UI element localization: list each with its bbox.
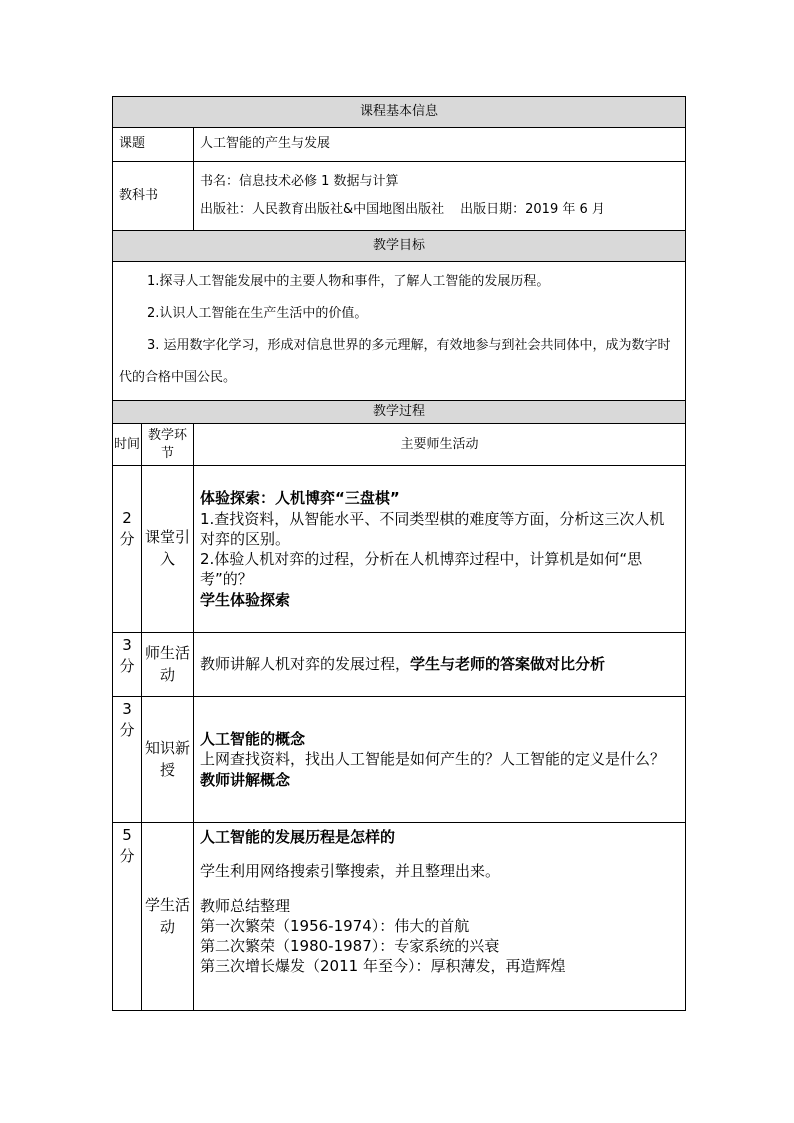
activity-title: 人工智能的发展历程是怎样的 — [200, 828, 396, 846]
basic-info-header: 课程基本信息 — [113, 97, 686, 128]
history-phase: 第一次繁荣（1956-1974）：伟大的首航 — [200, 916, 470, 935]
row-step: 知识新授 — [142, 697, 194, 823]
history-phase: 第二次繁荣（1980-1987）：专家系统的兴衰 — [200, 937, 500, 955]
objective-item: 2.认识人工智能在生产生活中的价值。 — [147, 306, 368, 321]
process-header: 教学过程 — [113, 401, 686, 424]
spacer — [200, 847, 679, 861]
activity-summary: 学生体验探索 — [200, 590, 291, 609]
col-header-step: 教学环节 — [142, 424, 194, 466]
activity-text: 教师讲解人机对弈的发展过程， — [200, 655, 411, 674]
activity-line: 上网查找资料，找出人工智能是如何产生的？人工智能的定义是什么？ — [200, 750, 666, 769]
activity-line: 学生利用网络搜索引擎搜索，并且整理出来。 — [200, 862, 501, 881]
activity-summary: 教师总结整理 — [200, 896, 291, 915]
textbook-info — [194, 162, 686, 231]
lesson-plan-document — [112, 96, 685, 1011]
book-name: 书名：信息技术必修 1 数据与计算 — [200, 174, 399, 189]
time-value: 2 分 — [119, 509, 135, 548]
row-time: 5 分 — [113, 823, 142, 1011]
objective-item: 3. 运用数字化学习，形成对信息世界的多元理解，有效地参与到社会共同体中，成为数字时代的合格中国公民。 — [119, 338, 671, 385]
col-header-time: 时间 — [113, 424, 142, 466]
row-step: 师生活动 — [142, 633, 194, 697]
textbook-label: 教科书 — [113, 162, 194, 231]
row-activity — [194, 466, 686, 633]
publisher: 出版社：人民教育出版社&中国地图出版社 — [200, 202, 445, 217]
activity-title: 人工智能的概念 — [200, 730, 306, 749]
row-step: 课堂引入 — [142, 466, 194, 633]
activity-summary: 教师讲解概念 — [200, 770, 291, 789]
activity-line: 1.查找资料，从智能水平、不同类型棋的难度等方面，分析这三次人机对弈的区别。 — [200, 509, 665, 548]
activity-line: 2.体验人机对弈的过程，分析在人机博弈过程中，计算机是如何“思考”的？ — [200, 550, 643, 589]
topic-value: 人工智能的产生与发展 — [194, 128, 686, 162]
activity-text-bold: 学生与老师的答案做对比分析 — [410, 655, 606, 674]
objectives-header: 教学目标 — [113, 231, 686, 262]
objective-item: 1.探寻人工智能发展中的主要人物和事件，了解人工智能的发展历程。 — [147, 274, 550, 289]
spacer — [200, 882, 679, 896]
publish-date: 出版日期：2019 年 6 月 — [460, 202, 605, 217]
col-header-activity: 主要师生活动 — [194, 424, 686, 466]
row-step: 学生活动 — [142, 823, 194, 1011]
row-time: 3 分 — [113, 633, 142, 697]
history-phase: 第三次增长爆发（2011 年至今）：厚积薄发，再造辉煌 — [200, 957, 566, 976]
activity-title: 体验探索：人机博弈“三盘棋” — [200, 489, 400, 508]
row-activity — [194, 633, 686, 697]
topic-label: 课题 — [113, 128, 194, 162]
row-time: 3 分 — [113, 697, 142, 823]
lesson-plan-table — [112, 96, 686, 1011]
row-time — [113, 466, 142, 633]
row-activity — [194, 697, 686, 823]
row-activity — [194, 823, 686, 1011]
objectives-list — [113, 262, 686, 401]
publisher-line — [200, 196, 679, 224]
